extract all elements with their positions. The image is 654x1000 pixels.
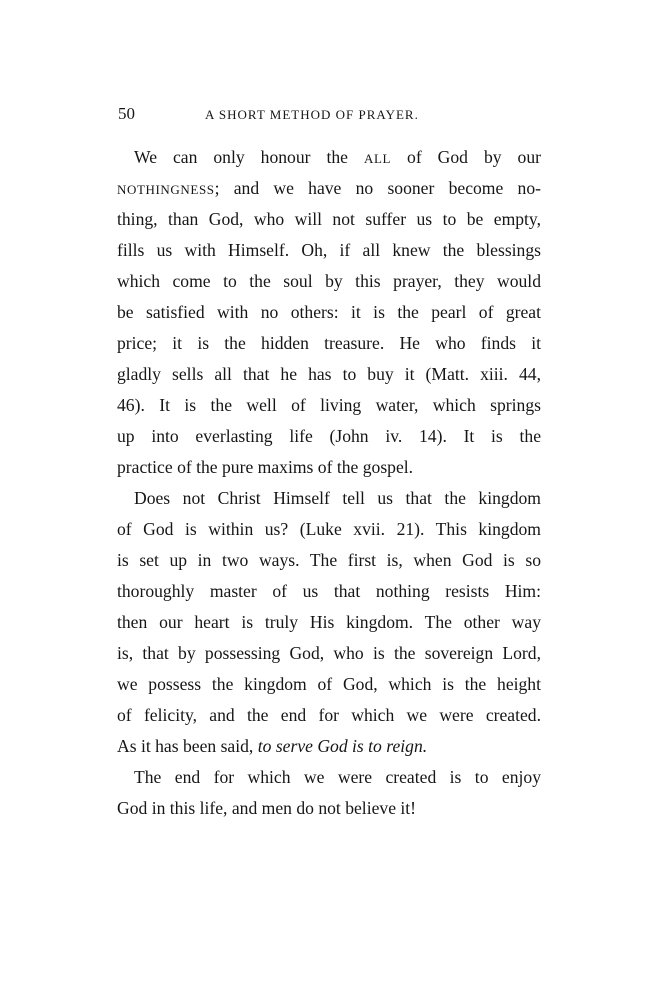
paragraph xyxy=(117,483,541,762)
text-line: of God is within us? (Luke xvii. 21). This kingdom xyxy=(117,519,541,539)
text-line: Does not Christ Himself tell us that the kingdom xyxy=(134,488,541,508)
small-caps-text: NOTHINGNESS xyxy=(117,182,215,197)
text-line: practice of the pure maxims of the gospel. xyxy=(117,457,414,477)
body-text xyxy=(117,142,541,824)
small-caps-text: ALL xyxy=(363,151,392,166)
paragraph xyxy=(117,762,541,824)
text-line: gladly sells all that he has to buy it (Matt. xiii. 44, xyxy=(117,364,541,384)
text-line: be satisfied with no others: it is the pearl of great xyxy=(117,302,541,322)
page-number: 50 xyxy=(118,104,135,123)
text-line: of felicity, and the end for which we were created. xyxy=(117,705,541,725)
text-line: we possess the kingdom of God, which is the height xyxy=(117,674,541,694)
italic-quote: to serve God is to reign. xyxy=(257,736,428,756)
text-line: thoroughly master of us that nothing resists Him: xyxy=(117,581,541,601)
text-line: is, that by possessing God, who is the sovereign Lord, xyxy=(117,643,541,663)
text-line: As it has been said, to serve God is to reign. xyxy=(117,736,428,756)
text-line: is set up in two ways. The first is, when God is so xyxy=(117,550,541,570)
text-line: 46). It is the well of living water, which springs xyxy=(117,395,541,415)
page-header xyxy=(118,104,538,130)
paragraph xyxy=(117,142,541,483)
running-title: A SHORT METHOD OF PRAYER. xyxy=(205,107,419,122)
text-line: We can only honour the ALL of God by our xyxy=(134,147,541,167)
text-line: which come to the soul by this prayer, they would xyxy=(117,271,541,291)
text-line: price; it is the hidden treasure. He who finds it xyxy=(117,333,541,353)
text-line: up into everlasting life (John iv. 14). It is the xyxy=(117,426,541,446)
text-line: thing, than God, who will not suffer us to be empty, xyxy=(117,209,541,229)
text-line: God in this life, and men do not believe it! xyxy=(117,798,417,818)
text-line: then our heart is truly His kingdom. The other way xyxy=(117,612,541,632)
text-line: NOTHINGNESS; and we have no sooner become no- xyxy=(117,178,541,198)
text-line: The end for which we were created is to enjoy xyxy=(134,767,541,787)
text-line: fills us with Himself. Oh, if all knew the blessings xyxy=(117,240,541,260)
